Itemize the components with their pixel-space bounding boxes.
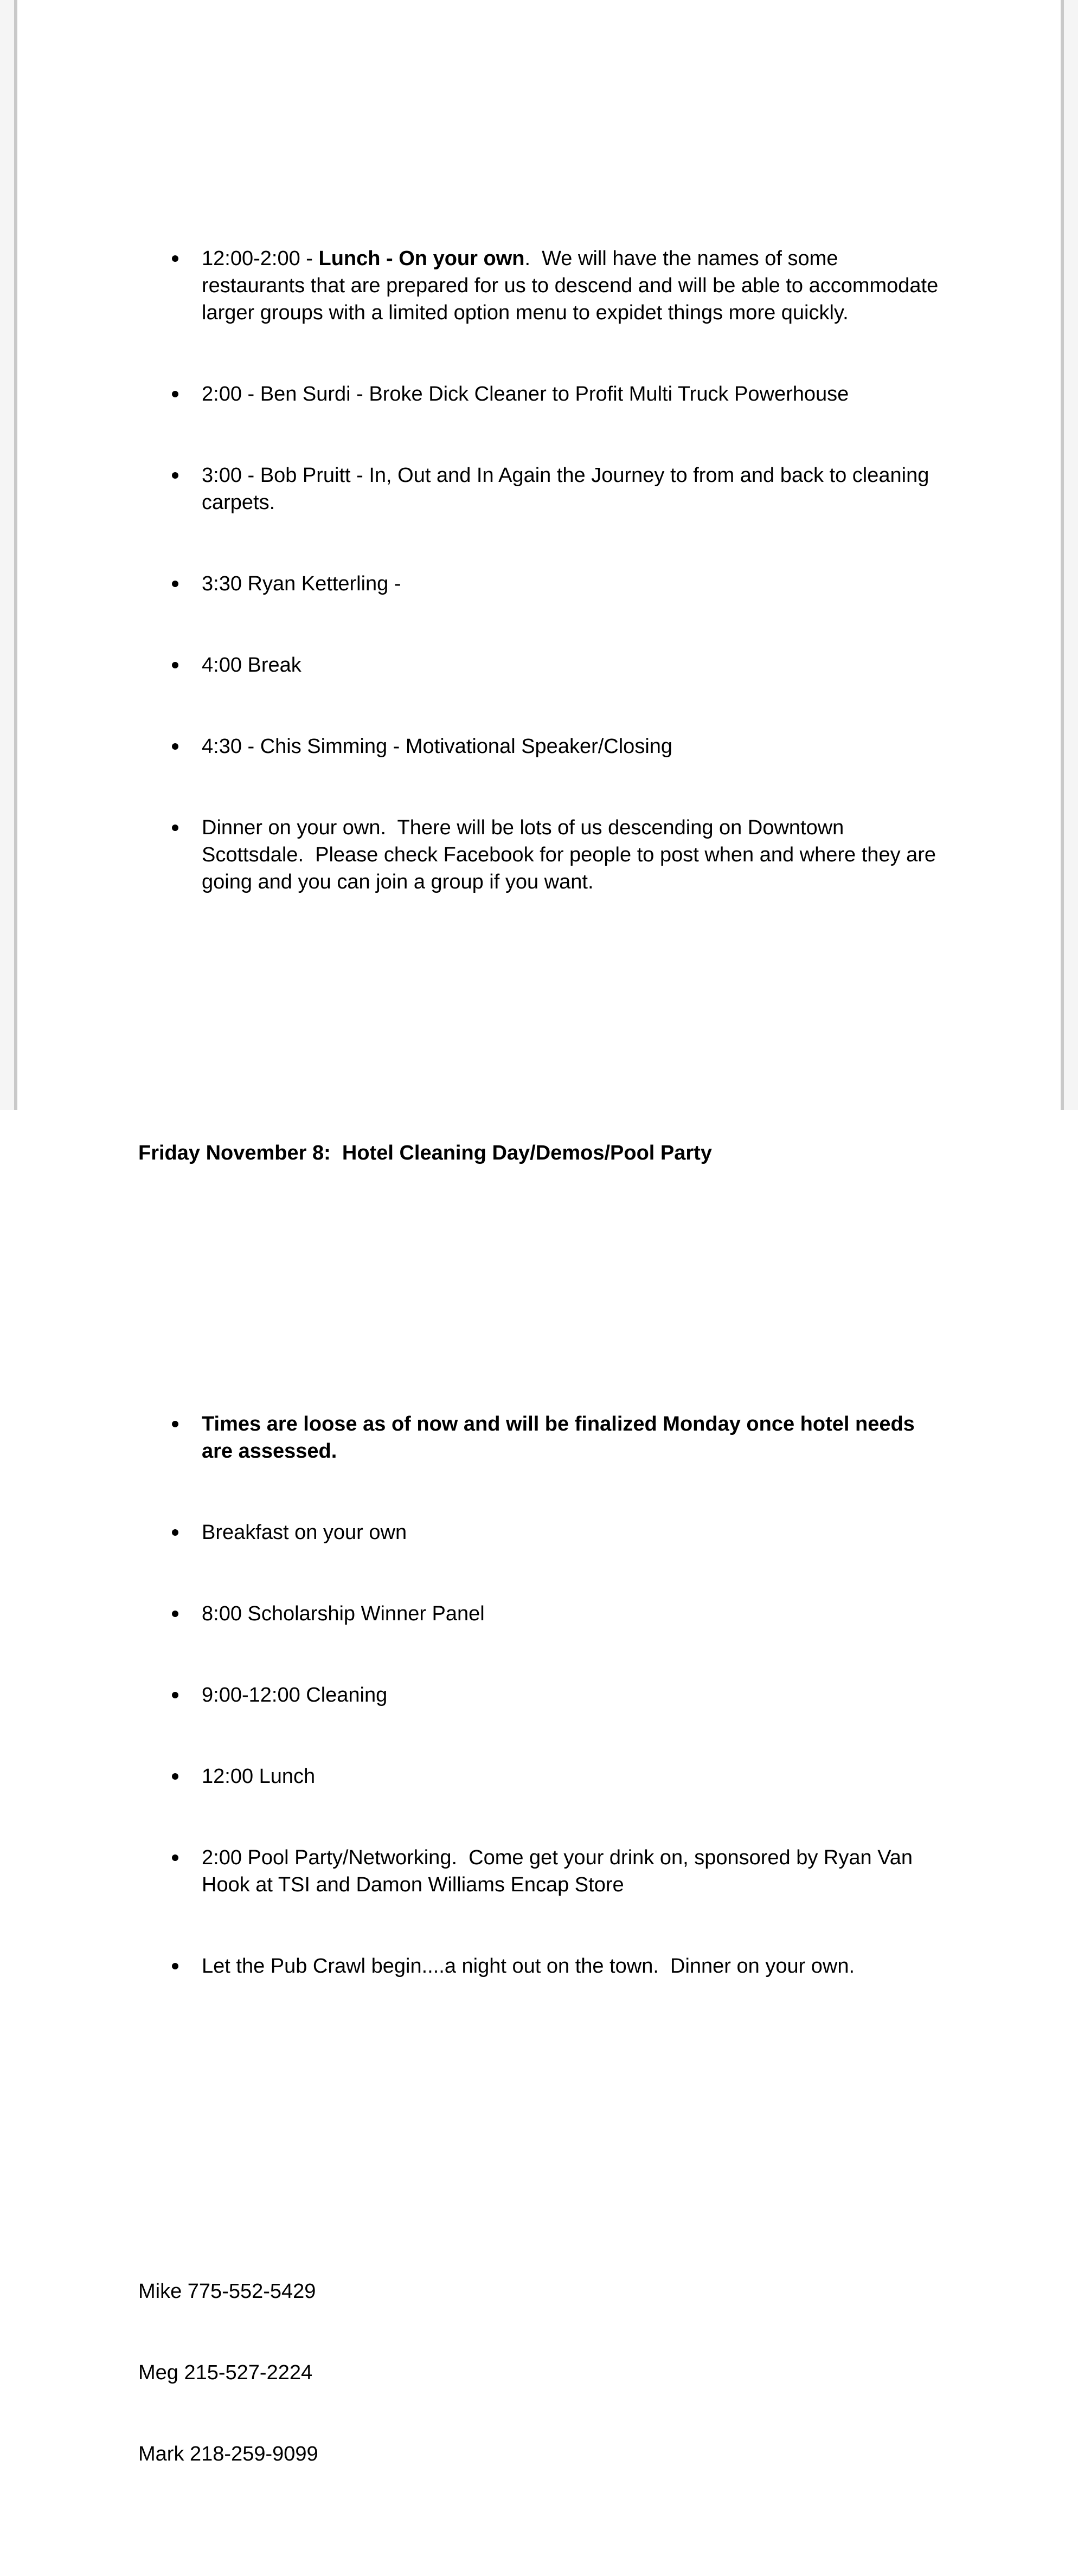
right-gutter xyxy=(1064,0,1078,1110)
schedule-item-pool-party xyxy=(138,1844,945,1898)
spacer xyxy=(138,1031,945,1058)
page-left-border xyxy=(14,0,17,1110)
schedule-item-text: 2:00 - Ben Surdi - Broke Dick Cleaner to Profit Multi Truck Powerhouse xyxy=(202,383,849,405)
schedule-item-text: 2:00 Pool Party/Networking. Come get your drink on, sponsored by Ryan Van Hook at TSI and Damon Williams Encap Store xyxy=(202,1846,919,1896)
schedule-item-text: 9:00-12:00 Cleaning xyxy=(202,1684,388,1706)
schedule-list-friday xyxy=(138,1356,945,2034)
schedule-item-lunch xyxy=(138,245,945,326)
schedule-item-ben-surdi xyxy=(138,381,945,408)
schedule-item-times-note xyxy=(138,1411,945,1465)
spacer xyxy=(138,2115,945,2142)
schedule-item-text: 12:00 Lunch xyxy=(202,1765,316,1788)
schedule-item-pub-crawl xyxy=(138,1953,945,1980)
contact-list xyxy=(138,2224,945,2522)
schedule-item-lunch-friday xyxy=(138,1763,945,1790)
schedule-list-thursday xyxy=(138,191,945,950)
section-heading-friday: Friday November 8: Hotel Cleaning Day/Demos/Pool Party xyxy=(138,1142,712,1164)
spacer xyxy=(138,1248,945,1275)
contact-mark: Mark 218-259-9099 xyxy=(138,2443,318,2465)
page-right-border xyxy=(1061,0,1064,1110)
schedule-item-text: 8:00 Scholarship Winner Panel xyxy=(202,1602,485,1625)
schedule-item-text-bold: Lunch - On your own xyxy=(318,247,525,270)
schedule-item-breakfast xyxy=(138,1519,945,1546)
schedule-item-text: Breakfast on your own xyxy=(202,1521,407,1544)
schedule-item-text-bold: Times are loose as of now and will be finalized Monday once hotel needs are assessed. xyxy=(202,1413,921,1463)
schedule-item-break xyxy=(138,652,945,679)
schedule-item-text: Dinner on your own. There will be lots of us descending on Downtown Scottsdale. Please check Facebook for people to post when and where they are going and you can join a group if you want. xyxy=(202,816,942,893)
schedule-item-text: 4:00 Break xyxy=(202,654,301,677)
schedule-item-cleaning xyxy=(138,1682,945,1709)
schedule-item-ryan-ketterling xyxy=(138,570,945,597)
schedule-item-scholarship-panel xyxy=(138,1600,945,1627)
schedule-item-text: 3:00 - Bob Pruitt - In, Out and In Again the Journey to from and back to cleaning carpets. xyxy=(202,464,935,514)
contact-meg: Meg 215-527-2224 xyxy=(138,2361,313,2384)
schedule-item-text: 4:30 - Chis Simming - Motivational Speaker/Closing xyxy=(202,735,673,758)
schedule-item-chis-simming xyxy=(138,733,945,760)
contact-mike: Mike 775-552-5429 xyxy=(138,2280,316,2303)
schedule-item-bob-pruitt xyxy=(138,462,945,516)
schedule-item-text: Let the Pub Crawl begin....a night out on the town. Dinner on your own. xyxy=(202,1955,855,1978)
schedule-item-text: 3:30 Ryan Ketterling - xyxy=(202,572,401,595)
schedule-item-dinner xyxy=(138,814,945,896)
schedule-item-text: 12:00-2:00 - xyxy=(202,247,319,270)
document-content xyxy=(138,110,945,2576)
schedule-item-text: . We will have the names of some restaurants that are prepared for us to descend and will be able to accommodate larger groups with a limited option menu to expidet things more quickly. xyxy=(202,247,944,324)
left-gutter xyxy=(0,0,14,1110)
